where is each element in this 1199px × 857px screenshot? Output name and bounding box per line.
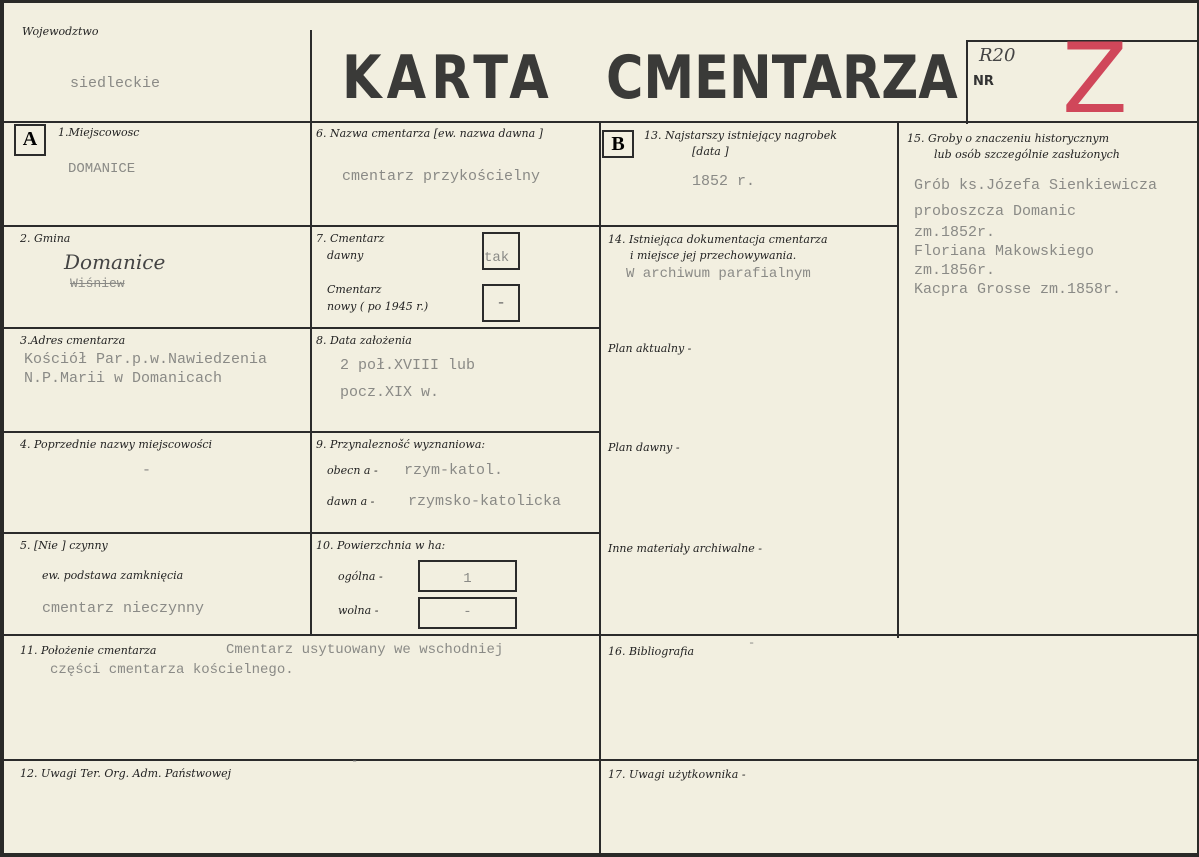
f7-old-value: tak [484,250,510,266]
title-cmentarza: CMENTARZA [606,43,958,113]
wojewodztwo-value: siedleckie [70,75,161,92]
f6-value: cmentarz przykościelny [342,168,541,185]
f3-value-2: N.P.Marii w Domanicach [24,370,223,387]
divider [4,532,600,534]
f4-label: 4. Poprzednie nazwy miejscowości [20,438,213,451]
f7-label-new-1: Cmentarz [327,283,382,296]
f16-label: 16. Bibliografia [608,645,695,658]
divider [600,225,898,227]
f15-label-2: lub osób szczególnie zasłużonych [934,148,1120,161]
f10-total-value: 1 [418,560,517,592]
divider [4,759,1197,761]
cemetery-card [4,3,1197,853]
f9-current-value: rzym-katol. [404,462,504,479]
f17-label: 17. Uwagi użytkownika - [608,768,746,781]
f14-label-2: i miejsce jej przechowywania. [630,249,797,262]
f1-value: DOMANICE [68,161,136,177]
f14-value: W archiwum parafialnym [626,266,811,282]
f15-line: proboszcza Domanic [914,203,1077,220]
f15-label-1: 15. Groby o znaczeniu historycznym [907,132,1110,145]
f9-label: 9. Przynaleznošć wyznaniowa: [316,438,486,451]
divider [4,327,600,329]
f13-label-1: 13. Najstarszy istniejący nagrobek [644,129,837,142]
f5-label: 5. [Nie ] czynny [20,539,108,552]
f12-label: 12. Uwagi Ter. Org. Adm. Państwowej [20,767,232,780]
other-materials: Inne materiały archiwalne - [608,542,762,555]
f15-line: zm.1856r. [914,262,996,279]
divider [4,431,600,433]
f12-value: - [351,754,359,768]
f13-label-2: [data ] [692,145,729,158]
f2-label: 2. Gmina [20,232,71,245]
f15-line: Grób ks.Józefa Sienkiewicza [914,177,1158,194]
f6-label: 6. Nazwa cmentarza [ew. nazwa dawna ] [316,127,543,140]
divider [599,121,601,853]
f15-line: zm.1852r. [914,224,996,241]
f10-free-label: wolna - [338,604,379,617]
f2-value: Domanice [64,250,166,274]
f16-value: - [748,636,756,650]
divider [897,121,899,638]
f11-value-1: Cmentarz usytuowany we wschodniej [226,642,504,658]
f9-former-value: rzymsko-katolicka [408,493,562,510]
f14-label-1: 14. Istniejąca dokumentacja cmentarza [608,233,828,246]
divider [4,634,1197,636]
plan-old: Plan dawny - [608,441,680,454]
nr-label: NR [973,74,994,89]
title-karta: KARTA [342,43,554,113]
f2-struck: Wiśniew [70,276,125,291]
f1-label: 1.Miejscowosc [58,126,140,139]
f7-label-old-1: 7. Cmentarz [316,232,385,245]
f3-value-1: Kościół Par.p.w.Nawiedzenia [24,351,268,368]
f11-label: 11. Położenie cmentarza [20,644,157,657]
nr-handwritten: R20 [979,45,1016,66]
section-a-badge: A [14,124,46,156]
f10-total-label: ogólna - [338,570,383,583]
f7-label-new-2: nowy ( po 1945 r.) [327,300,429,313]
f5-value: cmentarz nieczynny [42,600,205,617]
f10-label: 10. Powierzchnia w ha: [316,539,446,552]
f4-value: - [142,462,152,479]
plan-current: Plan aktualny - [608,342,692,355]
nr-mark: Z [1062,23,1128,135]
divider [4,225,600,227]
f5-sub: ew. podstawa zamknięcia [42,569,184,582]
section-b-badge: B [602,130,634,158]
f9-former-label: dawn a - [327,495,375,508]
f10-free-value: - [418,597,517,629]
f3-label: 3.Adres cmentarza [20,334,126,347]
f13-value: 1852 r. [692,173,756,190]
wojewodztwo-label: Wojewodztwo [22,25,99,38]
f11-value-2: części cmentarza kościelnego. [50,662,294,678]
f15-line: Floriana Makowskiego [914,243,1095,260]
f15-line: Kacpra Grosse zm.1858r. [914,281,1122,298]
f9-current-label: obecn a - [327,464,378,477]
f8-value-2: pocz.XIX w. [340,384,440,401]
f8-value-1: 2 poł.XVIII lub [340,357,476,374]
f8-label: 8. Data założenia [316,334,412,347]
f7-label-old-2: dawny [327,249,364,262]
f7-new-box: - [482,284,520,322]
